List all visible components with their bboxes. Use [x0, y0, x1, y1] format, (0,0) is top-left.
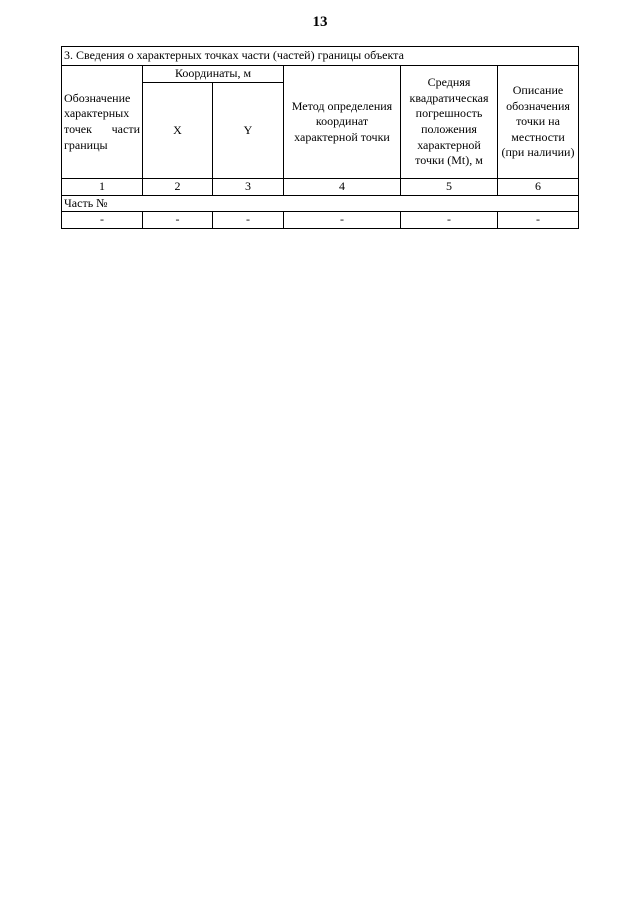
- column-number: 6: [498, 179, 579, 196]
- header-coordinates-group: Координаты, м: [143, 66, 284, 83]
- table-cell: -: [213, 212, 284, 229]
- header-x: X: [143, 82, 213, 178]
- column-number: 4: [284, 179, 401, 196]
- table-row: [62, 212, 579, 229]
- column-number: 3: [213, 179, 284, 196]
- characteristic-points-table: [61, 46, 579, 229]
- section-title-row: [62, 47, 579, 66]
- table-cell: -: [62, 212, 143, 229]
- header-row-1: [62, 66, 579, 83]
- table-cell: -: [498, 212, 579, 229]
- column-number: 2: [143, 179, 213, 196]
- header-y: Y: [213, 82, 284, 178]
- table-cell: -: [284, 212, 401, 229]
- column-number: 1: [62, 179, 143, 196]
- header-method: Метод определения координат характерной точки: [284, 66, 401, 179]
- header-accuracy: Средняя квадратическая погрешность положения характерной точки (Mt), м: [401, 66, 498, 179]
- column-numbers-row: [62, 179, 579, 196]
- header-description: Описание обозначения точки на местности (при наличии): [498, 66, 579, 179]
- column-number: 5: [401, 179, 498, 196]
- section-title: 3. Сведения о характерных точках части (частей) границы объекта: [62, 47, 579, 66]
- page-number: 13: [312, 14, 328, 30]
- part-label: Часть №: [62, 195, 579, 212]
- part-label-row: [62, 195, 579, 212]
- table-cell: -: [401, 212, 498, 229]
- table-cell: -: [143, 212, 213, 229]
- header-point-designation: Обозначение характерных точек части границы: [62, 66, 143, 179]
